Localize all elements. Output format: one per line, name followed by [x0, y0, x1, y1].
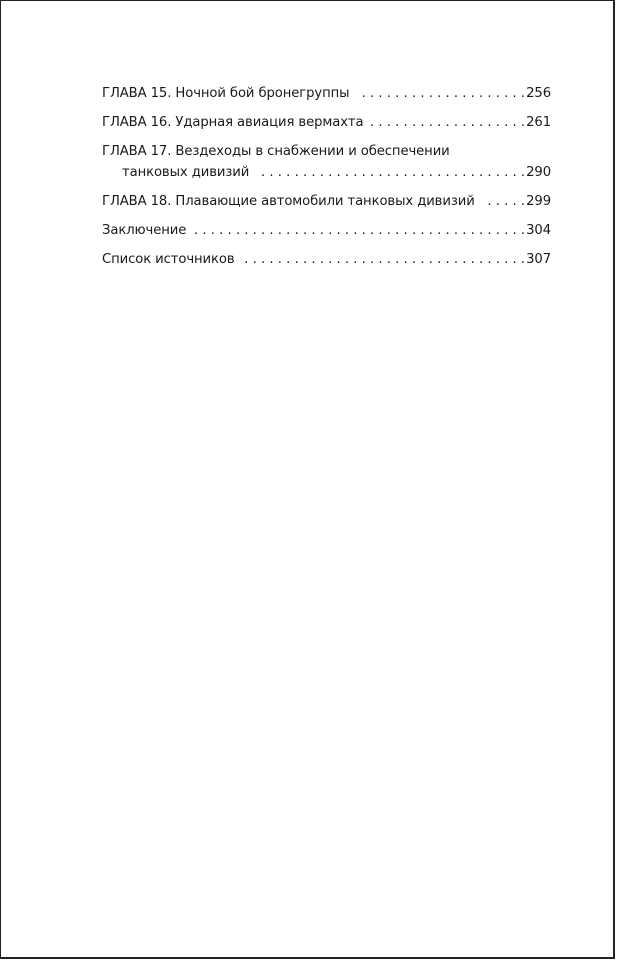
toc-line	[102, 115, 551, 144]
dot-leader	[257, 165, 525, 180]
dot-leader	[483, 194, 525, 209]
toc-page-number: 256	[526, 86, 551, 101]
toc-entry-title: Заключение	[102, 223, 187, 238]
toc-entry-conclusion	[102, 223, 551, 252]
toc-entry-chapter-17	[102, 144, 551, 194]
toc-page-number: 261	[526, 115, 551, 130]
dot-leader	[243, 252, 526, 267]
toc-page-number: 304	[526, 223, 551, 238]
dot-leader	[357, 86, 525, 101]
toc-page-number: 307	[526, 252, 551, 267]
toc-line	[102, 223, 551, 252]
toc-entry-chapter-16	[102, 115, 551, 144]
toc-entry-chapter-15	[102, 86, 551, 115]
table-of-contents	[102, 86, 551, 281]
toc-page-number: 299	[526, 194, 551, 209]
toc-entry-title: ГЛАВА 17. Вездеходы в снабжении и обеспечении	[102, 144, 450, 159]
toc-entry-title: Список источников	[102, 252, 235, 267]
toc-entry-chapter-18	[102, 194, 551, 223]
toc-line	[102, 86, 551, 115]
toc-entry-title: ГЛАВА 18. Плавающие автомобили танковых дивизий	[102, 194, 475, 209]
toc-entry-title: ГЛАВА 15. Ночной бой бронегруппы	[102, 86, 350, 101]
toc-line	[102, 144, 551, 165]
toc-entry-title: ГЛАВА 16. Ударная авиация вермахта	[102, 115, 364, 130]
toc-line-continuation	[102, 165, 551, 194]
toc-line	[102, 252, 551, 281]
toc-page-number: 290	[526, 165, 551, 180]
dot-leader	[194, 223, 525, 238]
toc-line	[102, 194, 551, 223]
toc-entry-title-continuation: танковых дивизий	[122, 165, 250, 180]
dot-leader	[371, 115, 525, 130]
toc-entry-sources	[102, 252, 551, 281]
